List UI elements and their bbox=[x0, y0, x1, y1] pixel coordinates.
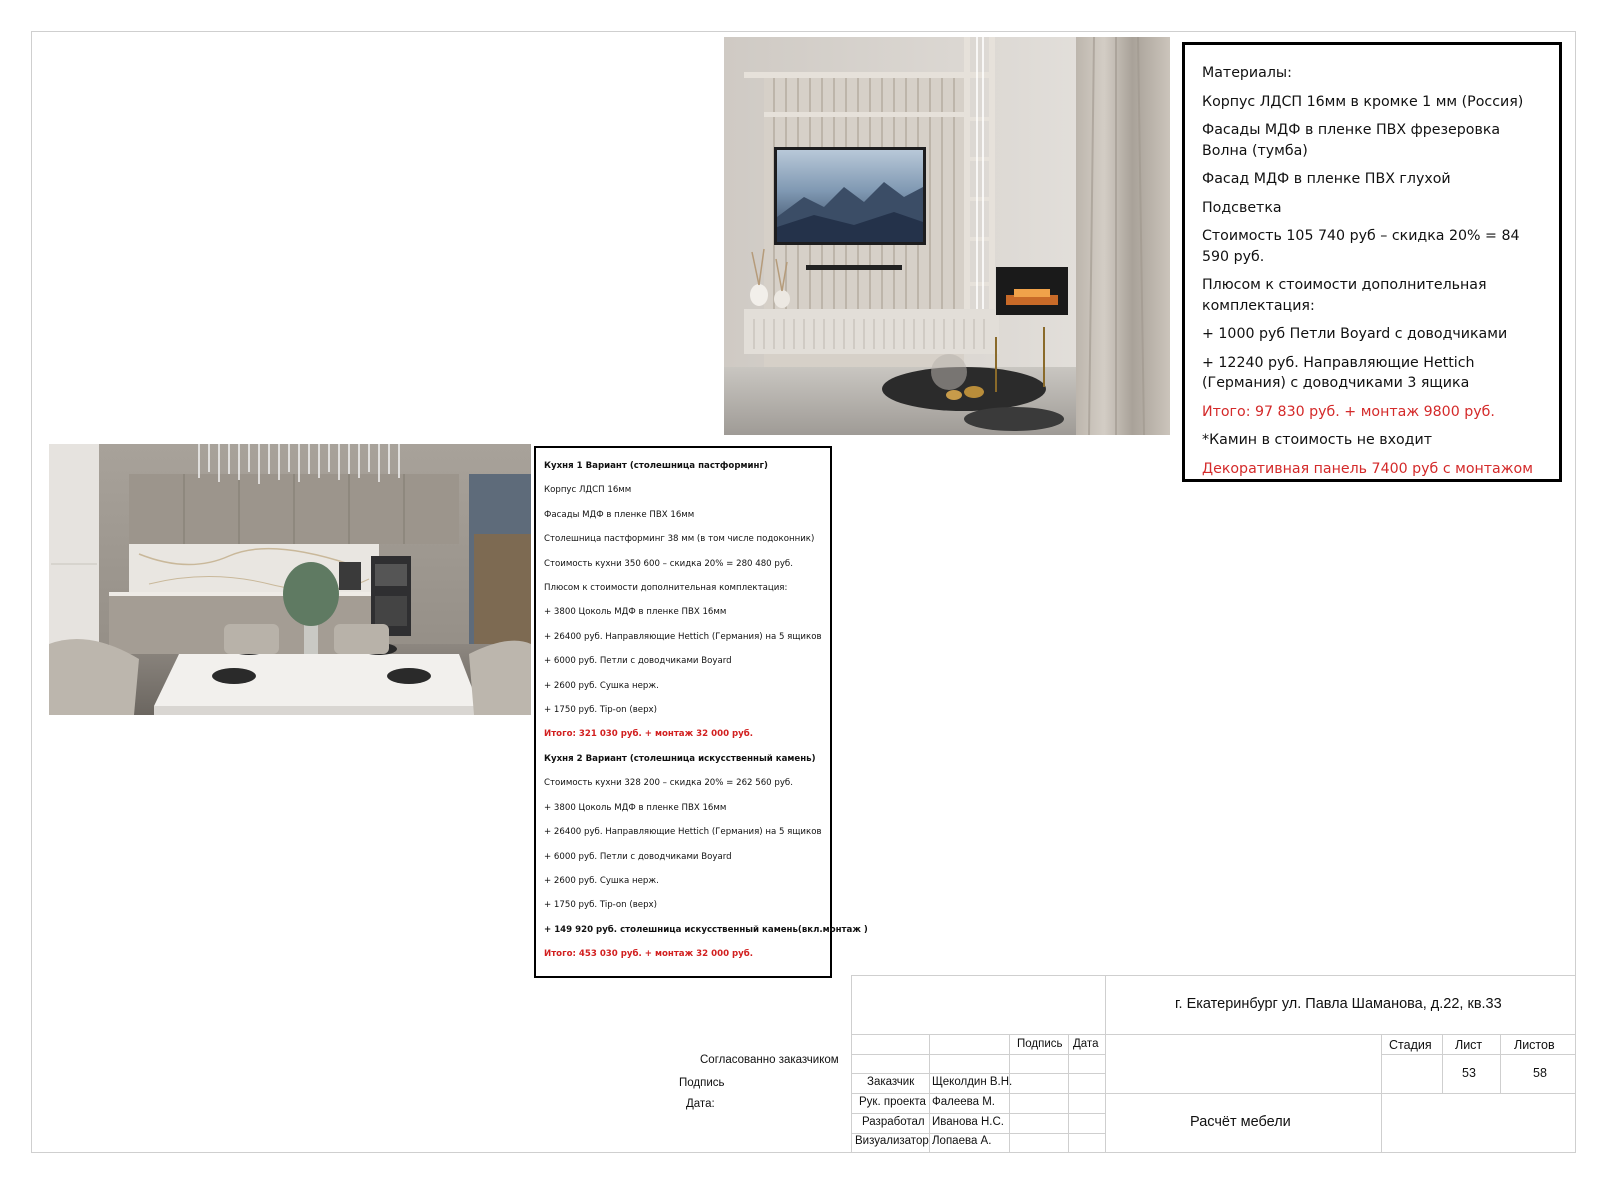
approval-agreed: Согласованно заказчиком bbox=[700, 1054, 839, 1066]
kitchen-render bbox=[49, 444, 531, 715]
kitchen-line: + 3800 Цоколь МДФ в пленке ПВХ 16мм bbox=[544, 802, 727, 813]
materials-line: Декоративная панель 7400 руб с монтажом bbox=[1202, 460, 1533, 477]
materials-line: *Камин в стоимость не входит bbox=[1202, 432, 1432, 448]
kitchen-illustration bbox=[49, 444, 531, 715]
materials-line: Фасад МДФ в пленке ПВХ глухой bbox=[1202, 171, 1451, 187]
address: г. Екатеринбург ул. Павла Шаманова, д.22, кв.33 bbox=[1175, 996, 1502, 1012]
kitchen-line: Стоимость кухни 350 600 – скидка 20% = 280 480 руб. bbox=[544, 558, 793, 569]
sheet-title: Расчёт мебели bbox=[1190, 1114, 1291, 1130]
title-block bbox=[851, 975, 1576, 1153]
kitchen-line: Столешница пастформинг 38 мм (в том числе подоконник) bbox=[544, 534, 815, 545]
role-developer: Разработал bbox=[862, 1116, 925, 1128]
sheets-value: 58 bbox=[1533, 1066, 1547, 1080]
kitchen-line: Стоимость кухни 328 200 – скидка 20% = 262 560 руб. bbox=[544, 778, 793, 789]
kitchen-line: + 3800 Цоколь МДФ в пленке ПВХ 16мм bbox=[544, 607, 727, 618]
materials-line: Стоимость 105 740 руб – скидка 20% = 84 590 руб. bbox=[1202, 228, 1520, 265]
kitchen-line: Фасады МДФ в пленке ПВХ 16мм bbox=[544, 509, 695, 520]
materials-line: Корпус ЛДСП 16мм в кромке 1 мм (Россия) bbox=[1202, 93, 1524, 110]
kitchen-line: + 26400 руб. Направляющие Hettich (Германия) на 5 ящиков bbox=[544, 827, 822, 838]
materials-line: Итого: 97 830 руб. + монтаж 9800 руб. bbox=[1202, 403, 1495, 420]
kitchen-line: + 1750 руб. Tip-on (верх) bbox=[544, 900, 657, 911]
kitchen-line: Корпус ЛДСП 16мм bbox=[544, 485, 632, 496]
kitchen-line: + 149 920 руб. столешница искусственный камень(вкл.монтаж ) bbox=[544, 924, 868, 935]
kitchen-line: Плюсом к стоимости дополнительная комплектация: bbox=[544, 583, 788, 594]
kitchen-line: Итого: 453 030 руб. + монтаж 32 000 руб. bbox=[544, 949, 754, 960]
approval-date: Дата: bbox=[686, 1098, 715, 1110]
name-project-lead: Фалеева М. bbox=[932, 1096, 995, 1108]
sign-header: Подпись bbox=[1017, 1038, 1063, 1050]
date-header: Дата bbox=[1073, 1038, 1099, 1050]
kitchen-pricing-box bbox=[534, 446, 868, 978]
role-customer: Заказчик bbox=[867, 1076, 915, 1088]
kitchen-line: Кухня 1 Вариант (столешница пастформинг) bbox=[544, 461, 768, 471]
kitchen-line: + 6000 руб. Петли с доводчиками Boyard bbox=[544, 656, 732, 667]
kitchen-line: + 6000 руб. Петли с доводчиками Boyard bbox=[544, 851, 732, 862]
kitchen-line: + 2600 руб. Сушка нерж. bbox=[544, 875, 659, 886]
kitchen-line: + 1750 руб. Tip-on (верх) bbox=[544, 705, 657, 716]
sheet-header: Лист bbox=[1455, 1038, 1483, 1052]
materials-box bbox=[1182, 42, 1562, 482]
materials-line: + 12240 руб. Направляющие Hettich (Германия) с доводчиками 3 ящика bbox=[1202, 354, 1475, 391]
living-room-illustration bbox=[724, 37, 1170, 435]
materials-line: Плюсом к стоимости дополнительная комплектация: bbox=[1202, 277, 1487, 314]
materials-line: Материалы: bbox=[1202, 65, 1292, 81]
name-visualizer: Лопаева А. bbox=[932, 1135, 992, 1147]
sheet-value: 53 bbox=[1462, 1066, 1476, 1080]
kitchen-line: Итого: 321 030 руб. + монтаж 32 000 руб. bbox=[544, 729, 754, 740]
materials-line: Фасады МДФ в пленке ПВХ фрезеровка Волна (тумба) bbox=[1202, 122, 1501, 159]
kitchen-line: + 2600 руб. Сушка нерж. bbox=[544, 680, 659, 691]
role-project-lead: Рук. проекта bbox=[859, 1096, 926, 1108]
stage-header: Стадия bbox=[1389, 1038, 1432, 1052]
kitchen-line: + 26400 руб. Направляющие Hettich (Германия) на 5 ящиков bbox=[544, 631, 822, 642]
name-developer: Иванова Н.С. bbox=[932, 1116, 1004, 1128]
role-visualizer: Визуализатор bbox=[855, 1135, 929, 1147]
sheets-header: Листов bbox=[1514, 1038, 1555, 1052]
kitchen-line: Кухня 2 Вариант (столешница искусственный камень) bbox=[544, 753, 816, 764]
materials-line: + 1000 руб Петли Boyard с доводчиками bbox=[1202, 326, 1508, 342]
name-customer: Щеколдин В.Н. bbox=[932, 1076, 1013, 1088]
living-room-render bbox=[724, 37, 1170, 435]
approval-signature: Подпись bbox=[679, 1077, 725, 1089]
materials-line: Подсветка bbox=[1202, 199, 1282, 216]
